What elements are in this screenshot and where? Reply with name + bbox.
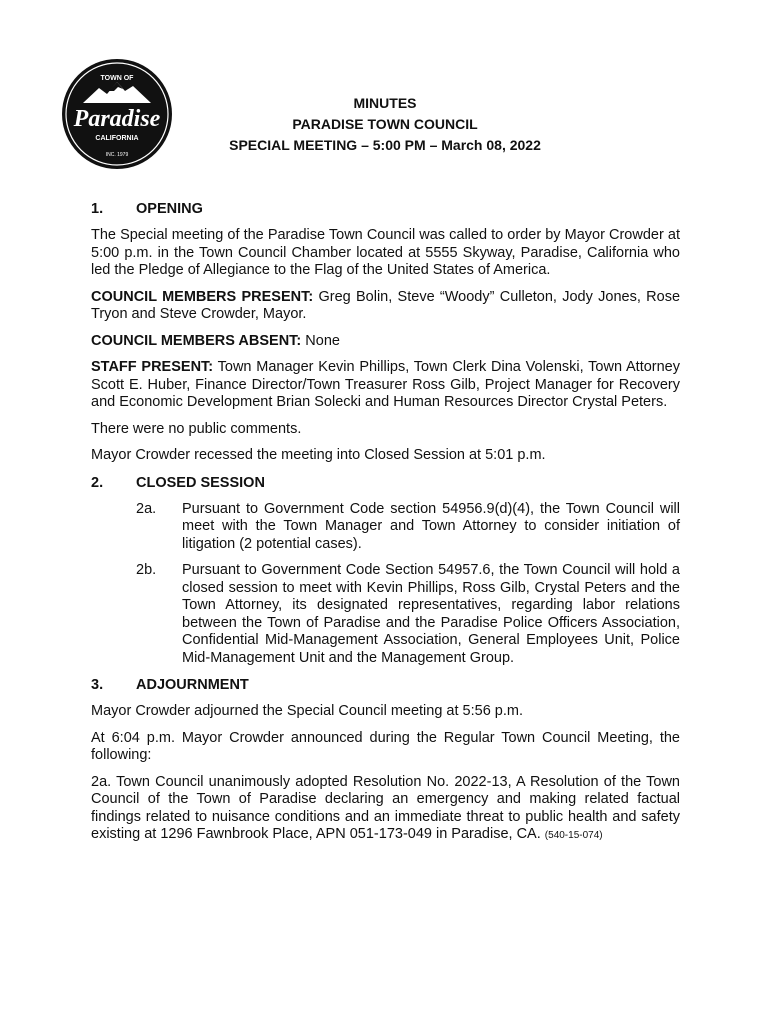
staff-present-label: STAFF PRESENT: bbox=[91, 359, 214, 375]
public-comments: There were no public comments. bbox=[91, 420, 302, 437]
item-text: Pursuant to Government Code section 54956.9(d)(4), the Town Council will meet with the Town Manager and Town Attorney to consider initiation of litigation (2 potential cases). bbox=[182, 500, 680, 552]
council-present bbox=[91, 289, 680, 324]
item-text: Pursuant to Government Code Section 54957.6, the Town Council will hold a closed session to meet with Kevin Phillips, Ross Gilb, Crystal Peters and the Town Attorney, its designated representatives, regarding labor relations between the Town of Paradise and the Paradise Police Officers Association, Confidential Mid-Management Association, General Employees Unit, Police Mid-Management Unit and the Management Group. bbox=[182, 562, 680, 666]
council-absent bbox=[91, 333, 680, 351]
adjournment-statement: Mayor Crowder adjourned the Special Council meeting at 5:56 p.m. bbox=[91, 703, 524, 719]
staff-present-text: Town Manager Kevin Phillips, Town Clerk Dina Volenski, Town Attorney Scott E. Huber, Finance Director/Town Treasurer Ross Gilb, Project Manager for Recovery and Economic Development Brian Solecki and Human Resources Director Crystal Peters. bbox=[91, 359, 681, 410]
section-opening-heading bbox=[91, 200, 680, 218]
council-present-text: Greg Bolin, Steve “Woody” Culleton, Jody Jones, Rose Tryon and Steve Crowder, Mayor. bbox=[91, 288, 681, 322]
header-meeting: SPECIAL MEETING – 5:00 PM – March 08, 2022 bbox=[229, 137, 541, 153]
section-number: 3. bbox=[91, 677, 104, 693]
header-minutes: MINUTES bbox=[353, 95, 417, 111]
document-header bbox=[190, 93, 580, 156]
file-reference: (540-15-074) bbox=[544, 830, 603, 841]
section-title: OPENING bbox=[136, 201, 203, 217]
recess-statement: Mayor Crowder recessed the meeting into Closed Session at 5:01 p.m. bbox=[91, 447, 546, 463]
section-adjournment-heading bbox=[91, 676, 680, 694]
section-number: 2. bbox=[91, 474, 104, 491]
logo-state-text: CALIFORNIA bbox=[95, 135, 139, 142]
announcement-intro: At 6:04 p.m. Mayor Crowder announced during the Regular Town Council Meeting, the following: bbox=[91, 729, 680, 763]
item-number: 2b. bbox=[136, 562, 157, 578]
section-number: 1. bbox=[91, 201, 104, 217]
section-closed-heading bbox=[91, 474, 680, 492]
logo-top-text: TOWN OF bbox=[100, 75, 134, 82]
council-present-label: COUNCIL MEMBERS PRESENT: bbox=[91, 288, 314, 305]
opening-intro: The Special meeting of the Paradise Town Council was called to order by Mayor Crowder at 5:00 p.m. in the Town Council Chamber located at 5555 Skyway, Paradise, California who led the Pledge of Allegiance to the Flag of the United States of America. bbox=[91, 227, 680, 278]
document-body bbox=[91, 200, 680, 854]
town-of-paradise-seal-logo bbox=[61, 58, 173, 170]
resolution-text: 2a. Town Council unanimously adopted Resolution No. 2022-13, A Resolution of the Town Council of the Town of Paradise declaring an emergency and making related factual findings related to nuisance conditions and an immediate threat to public health and safety existing at 1296 Fawnbrook Place, APN 051-173-049 in Paradise, CA. bbox=[91, 773, 680, 842]
staff-present bbox=[91, 359, 680, 412]
closed-session-item bbox=[136, 562, 680, 667]
header-council: PARADISE TOWN COUNCIL bbox=[292, 116, 478, 132]
section-title: CLOSED SESSION bbox=[136, 474, 265, 491]
closed-session-item bbox=[136, 501, 680, 554]
council-absent-text: None bbox=[301, 332, 340, 349]
item-number: 2a. bbox=[136, 500, 157, 517]
logo-main-text: Paradise bbox=[73, 106, 161, 132]
logo-inc-text: INC. 1979 bbox=[105, 152, 129, 158]
resolution-announcement bbox=[91, 774, 680, 845]
section-title: ADJOURNMENT bbox=[136, 677, 249, 693]
council-absent-label: COUNCIL MEMBERS ABSENT: bbox=[91, 332, 302, 349]
